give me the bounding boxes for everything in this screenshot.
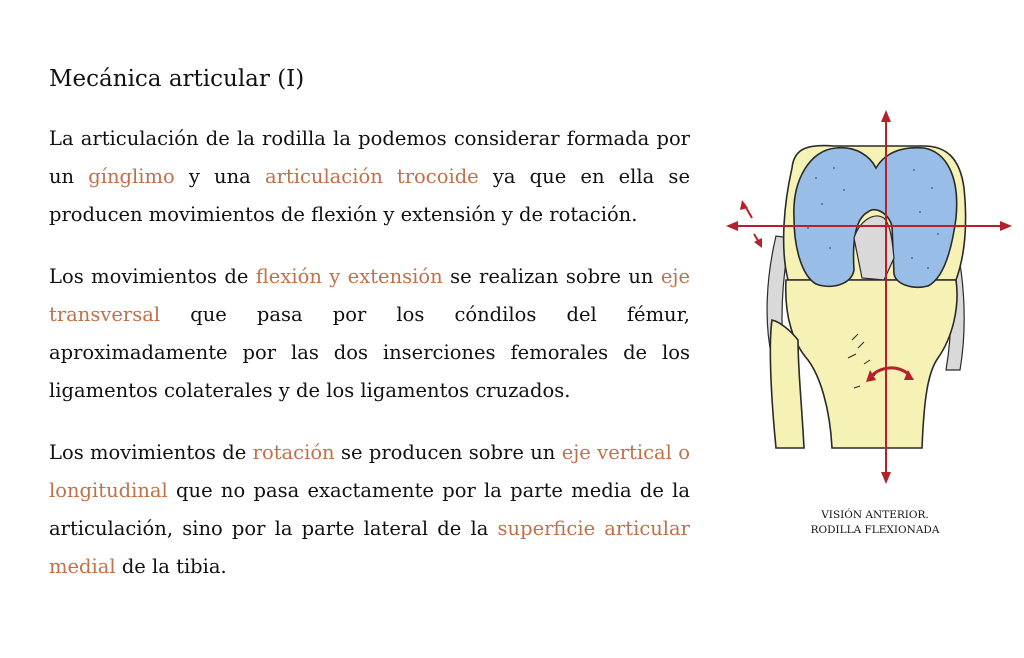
paragraph-3 <box>49 434 690 586</box>
paragraph-text: Los movimientos de <box>49 265 256 288</box>
highlighted-term: eje vertical o longitudinal <box>49 441 690 502</box>
paragraph-text: Los movimientos de <box>49 441 253 464</box>
page-title: Mecánica articular (I) <box>49 66 305 92</box>
caption-line-1: VISIÓN ANTERIOR. <box>821 509 929 521</box>
highlighted-term: rotación <box>252 441 335 464</box>
paragraph-text: se producen sobre un <box>334 441 562 464</box>
figure-caption <box>770 508 980 538</box>
paragraph-text: ya que en ella se producen movimientos de flexión y extensión y de rotación. <box>49 165 690 226</box>
paragraph-text: que no pasa exactamente por la parte media de la articulación, sino por la parte lateral de la <box>49 479 690 540</box>
paragraph-text: La articulación de la rodilla la podemos considerar formada por un <box>49 127 690 188</box>
caption-line-2: RODILLA FLEXIONADA <box>810 524 940 536</box>
paragraph-text: se realizan sobre un <box>442 265 661 288</box>
paragraph-2 <box>49 258 690 410</box>
highlighted-term: articulación trocoide <box>264 165 479 188</box>
text-column <box>49 120 690 610</box>
highlighted-term: eje transversal <box>49 265 690 326</box>
paragraph-text: de la tibia. <box>115 555 227 578</box>
tibia-bone <box>786 280 957 448</box>
knee-illustration <box>724 108 1014 488</box>
paragraph-1 <box>49 120 690 234</box>
highlighted-term: flexión y extensión <box>255 265 443 288</box>
highlighted-term: gínglimo <box>88 165 175 188</box>
highlighted-term: superficie articular medial <box>49 517 690 578</box>
paragraph-text: y una <box>174 165 265 188</box>
paragraph-text: que pasa por los cóndilos del fémur, aproximadamente por las dos inserciones femorales de los ligamentos colaterales y de los ligamentos cruzados. <box>49 303 690 402</box>
